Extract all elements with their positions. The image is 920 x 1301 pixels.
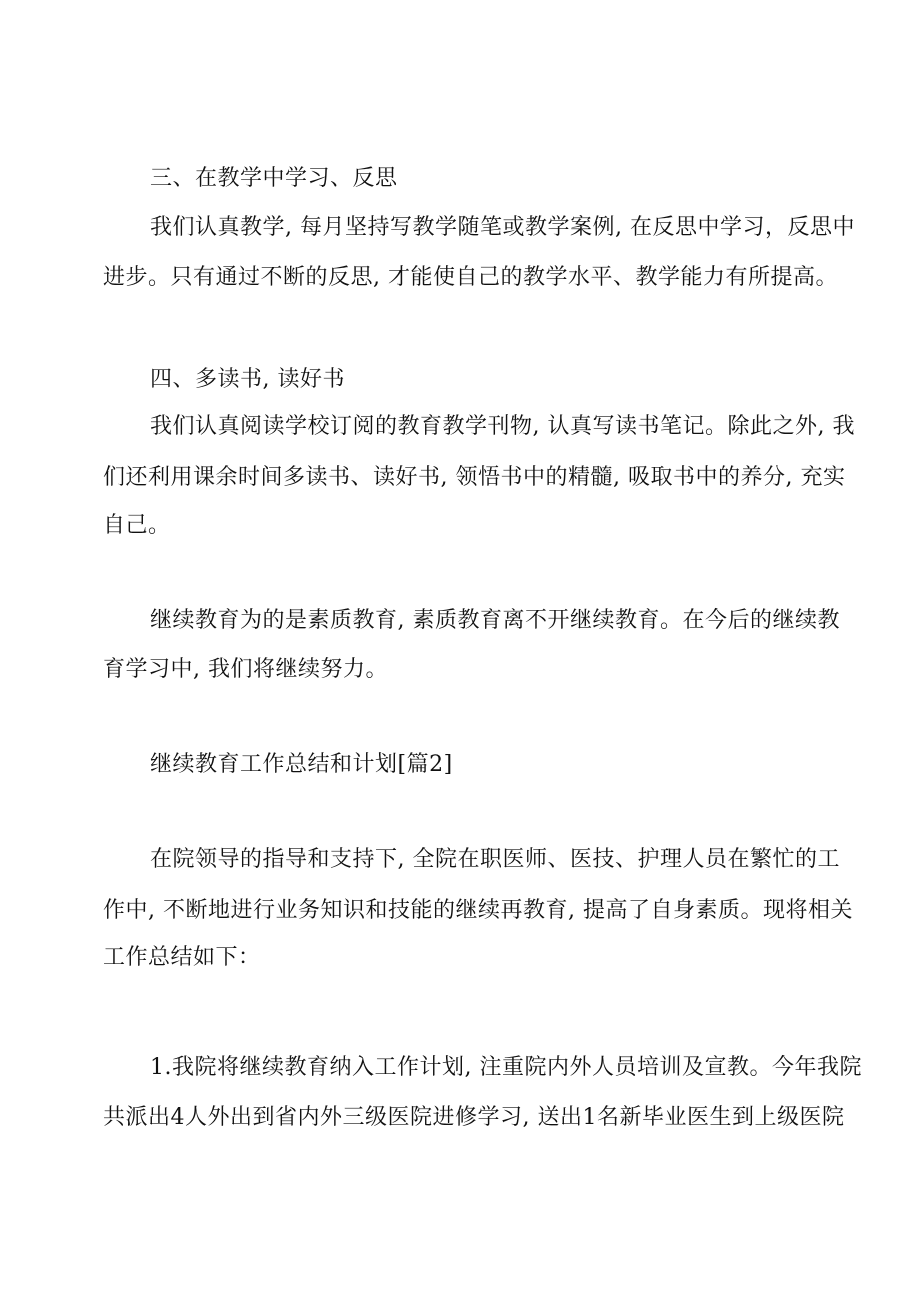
section4-paragraph-line-2: 们还利用课余时间多读书、读好书, 领悟书中的精髓, 吸取书中的养分, 充实 (103, 465, 846, 490)
item1-line-1: 1.我院将继续教育纳入工作计划, 注重院内外人员培训及宣教。今年我院 (150, 1055, 862, 1080)
section4-paragraph-line-1: 我们认真阅读学校订阅的教育教学刊物, 认真写读书笔记。除此之外, 我 (150, 414, 855, 439)
item1-line-2: 共派出4人外出到省内外三级医院进修学习, 送出1名新毕业医生到上级医院 (103, 1105, 845, 1130)
section4-heading: 四、多读书, 读好书 (150, 367, 345, 392)
part2-intro-line-3: 工作总结如下： (103, 945, 261, 970)
conclusion-line-2: 育学习中, 我们将继续努力。 (103, 657, 388, 682)
conclusion-line-1: 继续教育为的是素质教育, 素质教育离不开继续教育。在今后的继续教 (150, 608, 840, 633)
part2-title: 继续教育工作总结和计划[篇2] (150, 752, 453, 777)
section3-heading: 三、在教学中学习、反思 (150, 166, 398, 191)
part2-intro-line-1: 在院领导的指导和支持下, 全院在职医师、医技、护理人员在繁忙的工 (150, 847, 840, 872)
section3-paragraph-line-1: 我们认真教学, 每月坚持写教学随笔或教学案例, 在反思中学习，反思中 (150, 215, 855, 240)
section4-paragraph-line-3: 自己。 (103, 513, 171, 538)
part2-intro-line-2: 作中, 不断地进行业务知识和技能的继续再教育, 提高了自身素质。现将相关 (103, 898, 853, 923)
section3-paragraph-line-2: 进步。只有通过不断的反思, 才能使自己的教学水平、教学能力有所提高。 (103, 265, 838, 290)
